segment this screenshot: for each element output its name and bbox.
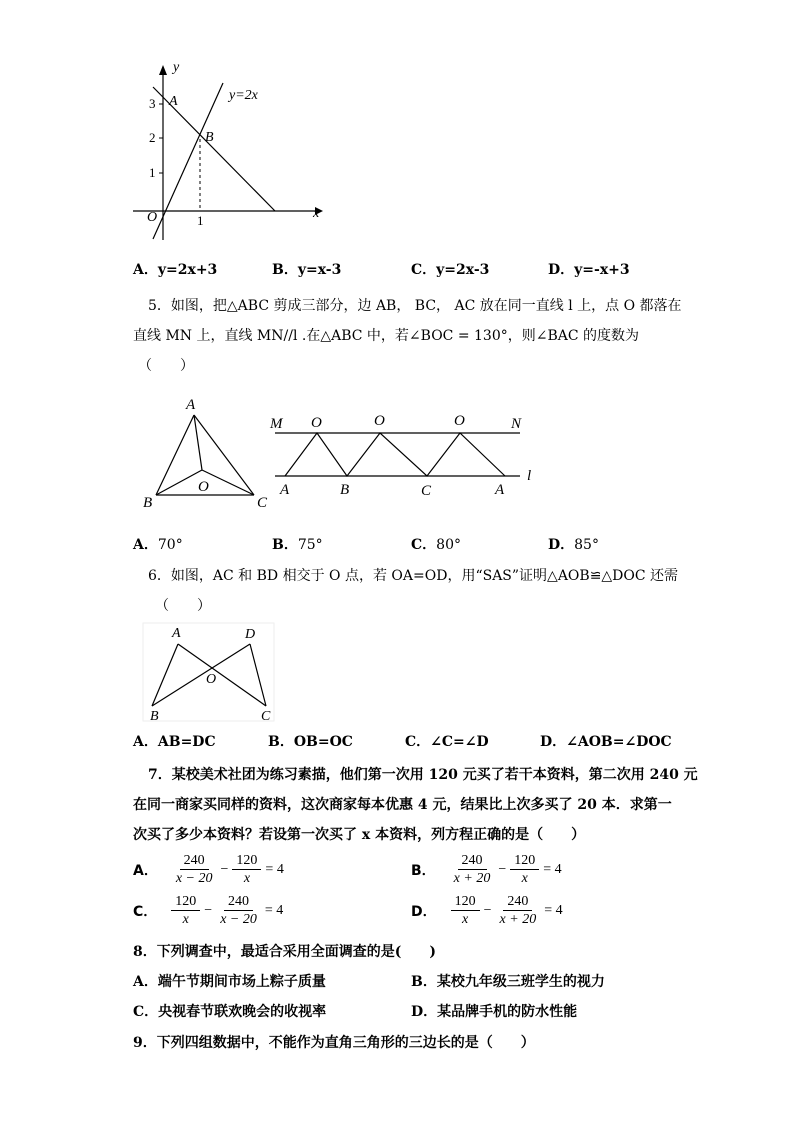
denominator: x [462, 912, 469, 927]
q6-option-a[interactable] [133, 732, 216, 752]
option-label: C． [133, 903, 158, 920]
q8-stem: 8．下列调查中，最适合采用全面调查的是( ) [133, 944, 436, 960]
q7-stem-line2: 在同一商家买同样的资料，这次商家每本优惠 4 元，结果比上次多买了 20 本．求第一 [133, 797, 672, 813]
option-text: 端午节期间市场上粽子质量 [157, 974, 326, 990]
vertex-C-label: C [261, 709, 271, 724]
q7-stem-line1: 7．某校美术社团为练习素描，他们第一次用 120 元买了若干本资料，第二次用 240 元 [148, 767, 698, 783]
q7-stem-line3: 次买了多少本资料？若设第一次买了 x 本资料，列方程正确的是（ ） [133, 827, 586, 843]
q5-option-d[interactable] [548, 535, 599, 555]
denominator: x [521, 871, 528, 886]
y-tick-label-3: 3 [149, 96, 156, 111]
option-text: y=x-3 [297, 262, 342, 278]
q7-option-a[interactable] [133, 852, 286, 887]
option-label: D． [548, 262, 575, 278]
fraction-1 [451, 893, 480, 928]
option-label: A． [133, 262, 158, 278]
minus-sign: − [498, 861, 507, 877]
coordinate-graph-figure [125, 55, 335, 250]
equals-rhs: = 4 [543, 861, 562, 877]
option-label: B． [411, 974, 437, 990]
label-A-1: A [280, 482, 290, 498]
denominator: x [182, 912, 189, 927]
option-label: A． [133, 734, 158, 750]
numerator: 240 [503, 893, 532, 911]
x-axis-label: x [313, 206, 320, 221]
option-text: 某品牌手机的防水性能 [437, 1004, 578, 1020]
q4-option-b[interactable] [272, 260, 341, 280]
numerator: 120 [171, 893, 200, 911]
equals-rhs: = 4 [544, 902, 563, 918]
option-label: B． [272, 262, 298, 278]
point-O-label: O [206, 672, 217, 687]
label-B: B [340, 482, 350, 498]
numerator: 120 [510, 852, 539, 870]
q5-option-b[interactable] [272, 535, 323, 555]
denominator: x + 20 [499, 912, 537, 927]
option-label: B． [272, 537, 298, 553]
option-label: A． [133, 862, 158, 879]
q6-option-d[interactable] [540, 732, 672, 752]
q6-figure [142, 622, 277, 724]
option-label: A． [133, 537, 158, 553]
point-A-label: A [169, 94, 178, 109]
denominator: x [243, 871, 251, 886]
label-N: N [511, 416, 522, 432]
x-tick-label-1: 1 [197, 213, 204, 228]
vertex-C-label: C [257, 495, 268, 511]
q6-option-b[interactable] [268, 732, 353, 752]
q5-stem-line3: （ ） [138, 358, 194, 374]
q8-option-b[interactable] [411, 972, 605, 992]
edge-AB [156, 415, 194, 495]
vertex-B-label: B [150, 709, 159, 724]
q5-triangle-figure [140, 395, 275, 515]
option-label: C． [411, 537, 437, 553]
fraction-2 [232, 852, 261, 887]
minus-sign: − [220, 861, 229, 877]
vertex-A-label: A [186, 397, 196, 413]
q4-option-c[interactable] [411, 260, 489, 280]
option-label: D． [411, 1004, 438, 1020]
option-text: ∠AOB=∠DOC [566, 734, 672, 750]
option-label: B． [268, 734, 294, 750]
label-O-2: O [374, 413, 385, 429]
option-text: 70° [157, 537, 183, 553]
denominator: x − 20 [220, 912, 257, 927]
y-axis-arrow [159, 65, 167, 75]
q8-option-d[interactable] [411, 1002, 577, 1022]
equals-rhs: = 4 [265, 861, 284, 877]
q5-stem-line2: 直线 MN 上，直线 MN//l .在△ABC 中，若∠BOC = 130°，则∠BAC 的度数为 [133, 328, 640, 344]
label-O-3: O [454, 413, 465, 429]
q6-option-c[interactable] [405, 732, 489, 752]
denominator: x + 20 [453, 871, 491, 886]
q5-stem-line1: 5．如图，把△ABC 剪成三部分，边 AB， BC， AC 放在同一直线 l 上，点 O 都落在 [148, 298, 682, 314]
q7-option-b[interactable] [411, 852, 564, 887]
q6-stem-line1: 6．如图，AC 和 BD 相交于 O 点，若 OA=OD，用“SAS”证明△AOB≌△DOC 还需 [148, 568, 679, 584]
option-text: 85° [574, 537, 599, 553]
fraction-2 [216, 893, 261, 928]
y-tick-label-1: 1 [149, 165, 156, 180]
y-tick-label-2: 2 [149, 130, 156, 145]
q6-stem-line2: （ ） [155, 598, 211, 614]
q5-option-c[interactable] [411, 535, 461, 555]
q5-strip-figure [265, 408, 545, 500]
label-M: M [270, 416, 283, 432]
zigzag [285, 433, 505, 476]
vertex-D-label: D [245, 627, 256, 642]
q8-option-a[interactable] [133, 972, 326, 992]
fraction-1 [172, 852, 217, 887]
label-C: C [421, 483, 432, 499]
option-text: AB=DC [157, 734, 216, 750]
vertex-B-label: B [143, 495, 153, 511]
q4-option-a[interactable] [133, 260, 217, 280]
seg-CO [202, 470, 254, 495]
q5-option-a[interactable] [133, 535, 183, 555]
q7-option-d[interactable] [411, 893, 565, 928]
fraction-2 [510, 852, 539, 887]
seg-BO [156, 470, 202, 495]
q4-option-d[interactable] [548, 260, 630, 280]
label-O-1: O [311, 415, 322, 431]
seg-AB [152, 644, 178, 706]
point-O-label: O [198, 479, 209, 495]
option-label: D． [540, 734, 567, 750]
q7-option-c[interactable] [133, 893, 285, 928]
label-A-2: A [495, 482, 505, 498]
fraction-1 [450, 852, 495, 887]
equals-rhs: = 4 [264, 902, 284, 918]
option-text: 80° [436, 537, 461, 553]
option-label: C． [133, 1004, 159, 1020]
option-text: 央视春节联欢晚会的收视率 [158, 1004, 327, 1020]
minus-sign: − [483, 902, 492, 918]
option-text: y=-x+3 [574, 262, 630, 278]
point-B-label: B [205, 130, 214, 145]
line-label: y=2x [229, 88, 258, 103]
option-text: y=2x+3 [157, 262, 218, 278]
denominator: x − 20 [175, 871, 213, 886]
fraction-1 [171, 893, 200, 928]
vertex-A-label: A [172, 626, 181, 641]
option-text: OB=OC [293, 734, 353, 750]
option-text: ∠C=∠D [430, 734, 489, 750]
numerator: 120 [232, 852, 261, 870]
fraction-2 [496, 893, 541, 928]
q8-option-c[interactable] [133, 1002, 326, 1022]
option-text: 某校九年级三班学生的视力 [436, 974, 605, 990]
seg-DB [152, 644, 250, 706]
option-label: A． [133, 974, 158, 990]
option-label: D． [548, 537, 575, 553]
numerator: 240 [224, 893, 253, 911]
option-label: C． [411, 262, 437, 278]
option-label: C． [405, 734, 431, 750]
y-axis-label: y [173, 60, 180, 75]
numerator: 240 [180, 852, 209, 870]
q9-stem: 9．下列四组数据中，不能作为直角三角形的三边长的是（ ） [133, 1035, 535, 1051]
minus-sign: − [204, 902, 213, 918]
label-l: l [527, 468, 532, 484]
origin-label: O [147, 210, 158, 225]
numerator: 240 [458, 852, 487, 870]
option-text: y=2x-3 [436, 262, 490, 278]
numerator: 120 [451, 893, 480, 911]
option-label: B． [411, 862, 436, 879]
option-text: 75° [297, 537, 323, 553]
option-label: D． [411, 903, 437, 920]
